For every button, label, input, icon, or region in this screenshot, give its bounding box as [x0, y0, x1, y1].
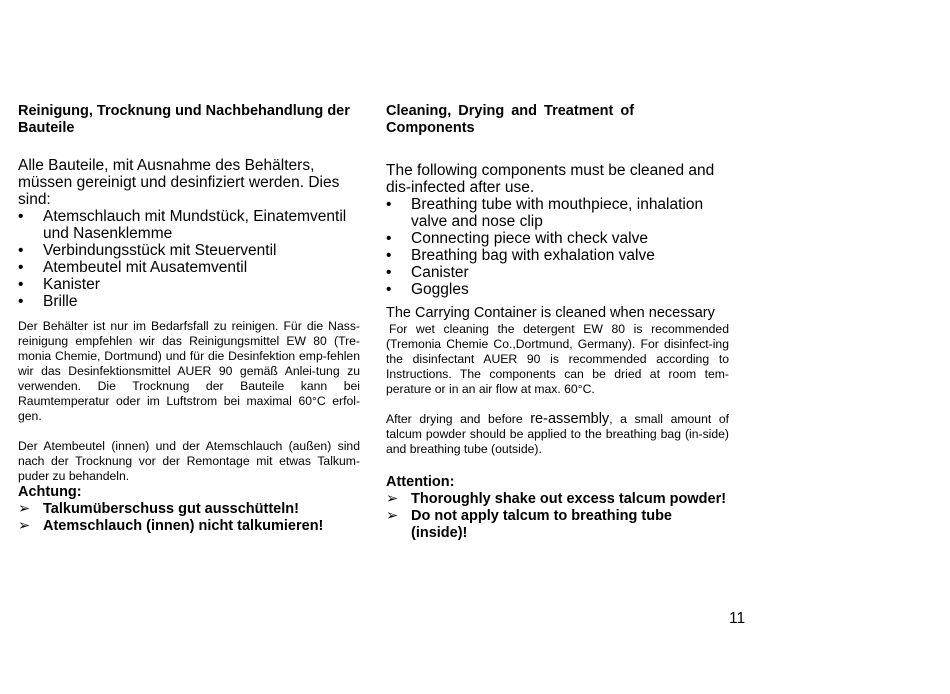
arrow-bullet-icon: ➢	[386, 491, 399, 507]
list-item: • Connecting piece with check valve	[386, 230, 648, 247]
english-component-list	[386, 196, 729, 298]
warning-item: ➢ Talkumüberschuss gut ausschütteln!	[18, 501, 299, 517]
german-column	[18, 103, 360, 535]
german-heading: Reinigung, Trocknung und Nachbehandlung der Bauteile	[18, 103, 350, 136]
bullet-icon: •	[386, 247, 392, 264]
english-column	[386, 103, 729, 542]
list-item: • Breathing bag with exhalation valve	[386, 247, 655, 264]
german-attention-label: Achtung:	[18, 484, 82, 500]
english-intro: The following components must be cleaned and dis-infected after use.	[386, 162, 715, 196]
list-item: • Breathing tube with mouthpiece, inhalation valve and nose clip	[386, 196, 704, 230]
bullet-icon: •	[18, 276, 24, 293]
bullet-icon: •	[18, 208, 24, 225]
english-attention-label: Attention:	[386, 474, 455, 490]
page-number: 11	[729, 610, 746, 627]
english-heading: Cleaning, Drying and Treatment of Components	[386, 103, 635, 136]
bullet-icon: •	[386, 196, 392, 213]
list-item: • Kanister	[18, 276, 100, 293]
english-talcum-paragraph: After drying and before re-assembly, a small amount of talcum powder should be applied to the breathing bag (in-side) and breathing tube (outside).	[386, 411, 729, 456]
warning-item: ➢ Thoroughly shake out excess talcum powder!	[386, 491, 727, 507]
german-talcum-paragraph: Der Atembeutel (innen) und der Atemschlauch (außen) sind nach der Trocknung vor der Remontage mit etwas Talkum-puder zu behandeln.	[18, 439, 360, 483]
warning-item: ➢ Atemschlauch (innen) nicht talkumieren!	[18, 518, 324, 534]
bullet-icon: •	[18, 293, 24, 310]
bullet-icon: •	[386, 230, 392, 247]
german-warning-list	[18, 501, 360, 535]
german-cleaning-paragraph: Der Behälter ist nur im Bedarfsfall zu reinigen. Für die Nass-reinigung empfehlen wir das Reinigungsmittel EW 80 (Tre-monia Chemie, Dortmund) und für die Desinfektion emp-fehlen wir das Desinfektionsmittel AUER 90 gemäß Anlei-tung zu verwenden. Die Trocknung der Bauteile kann bei Raumtemperatur oder im Luftstrom bei maximal 60°C erfol-gen.	[18, 319, 360, 423]
bullet-icon: •	[18, 259, 24, 276]
list-item: • Goggles	[386, 281, 469, 298]
english-warning-list	[386, 491, 729, 542]
list-item: • Atemschlauch mit Mundstück, Einatemventil und Nasenklemme	[18, 208, 347, 242]
arrow-bullet-icon: ➢	[18, 501, 31, 517]
list-item: • Atembeutel mit Ausatemventil	[18, 259, 248, 276]
bullet-icon: •	[386, 281, 392, 298]
english-cleaning-paragraph: For wet cleaning the detergent EW 80 is recommended (Tremonia Chemie Co.,Dortmund, Germany). For disinfect-ing the disinfectant AUER 90 is recommended according to Instructions. The components can be dried at room tem-perature or in an air flow at max. 60°C.	[386, 322, 729, 396]
arrow-bullet-icon: ➢	[386, 508, 399, 524]
german-component-list	[18, 208, 360, 310]
english-container-lead: The Carrying Container is cleaned when necessary	[386, 305, 715, 321]
bullet-icon: •	[386, 264, 392, 281]
list-item: • Verbindungsstück mit Steuerventil	[18, 242, 277, 259]
german-intro: Alle Bauteile, mit Ausnahme des Behälters, müssen gereinigt und desinfiziert werden. Dies sind:	[18, 157, 340, 208]
bullet-icon: •	[18, 242, 24, 259]
list-item: • Canister	[386, 264, 469, 281]
list-item: • Brille	[18, 293, 78, 310]
arrow-bullet-icon: ➢	[18, 518, 31, 534]
warning-item: ➢ Do not apply talcum to breathing tube (inside)!	[386, 508, 672, 541]
